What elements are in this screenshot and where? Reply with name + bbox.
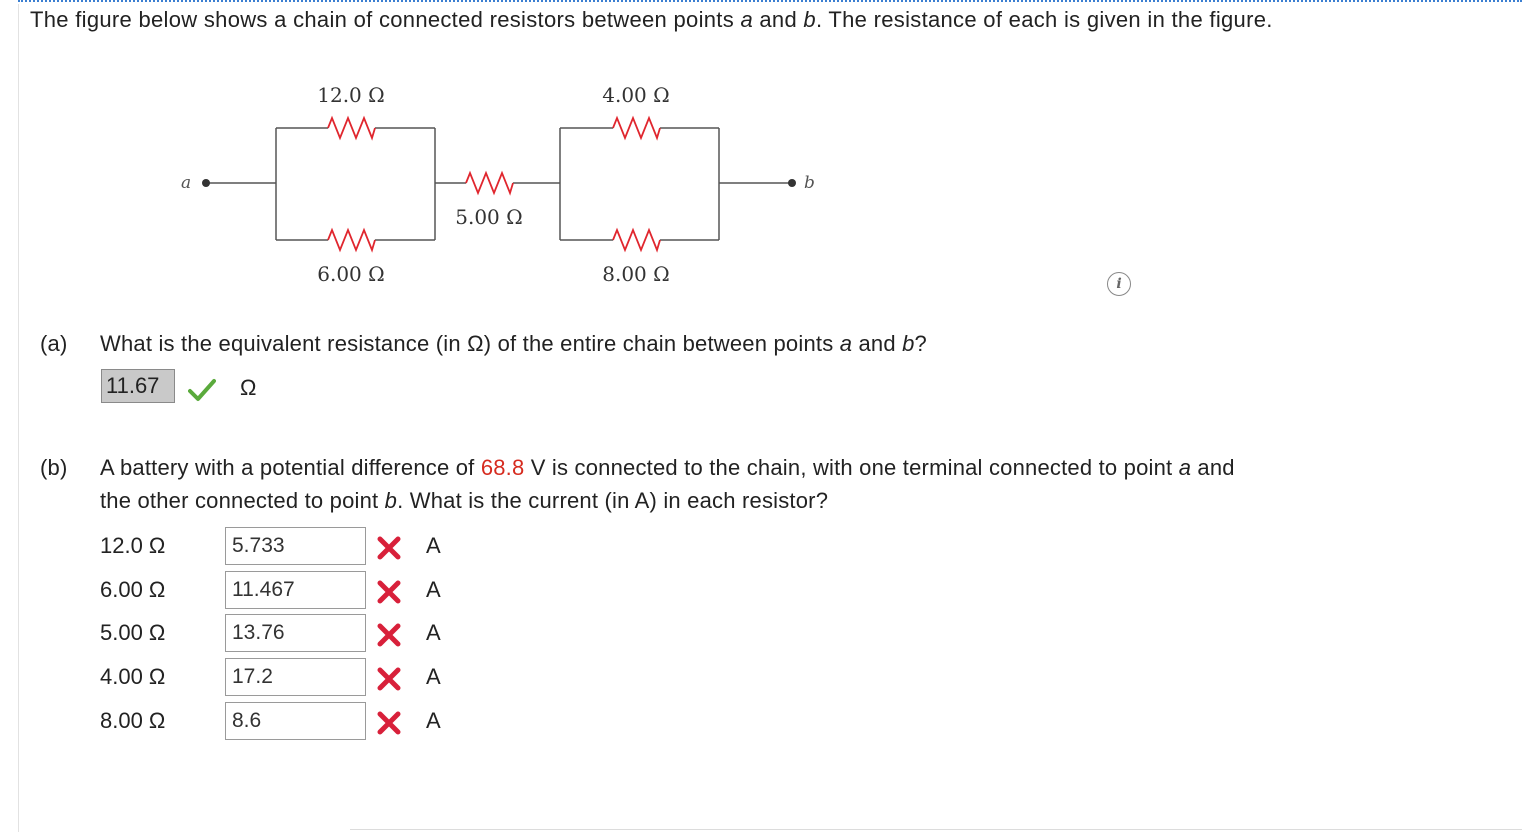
label-4-ohm: 4.00 Ω: [602, 83, 670, 107]
resistor-5-ohm: [466, 173, 513, 193]
resistor-8-ohm: [613, 230, 660, 250]
part-b-text-4: the other connected to point: [100, 488, 385, 513]
top-dotted-border: [18, 0, 1522, 2]
part-b-text-1: A battery with a potential difference of: [100, 455, 481, 480]
point-b-label: b: [804, 173, 815, 193]
bottom-rule: [350, 829, 1522, 830]
label-12-ohm: 12.0 Ω: [317, 83, 385, 107]
part-a-answer-field[interactable]: 11.67: [101, 369, 175, 403]
row-unit-4-ohm: A: [426, 664, 441, 689]
row-unit-8-ohm: A: [426, 708, 441, 733]
intro-point-a: a: [740, 7, 753, 32]
point-a-dot: [202, 179, 210, 187]
part-a-unit: Ω: [240, 375, 257, 400]
check-icon: [188, 378, 216, 402]
label-6-ohm: 6.00 Ω: [317, 262, 385, 286]
part-a-and: and: [852, 331, 903, 356]
part-b-text-3: and: [1191, 455, 1235, 480]
part-a-question-end: ?: [914, 331, 927, 356]
intro-text-1: The figure below shows a chain of connected resistors between points: [30, 7, 741, 32]
resistor-4-ohm: [613, 118, 660, 138]
current-input-8-ohm[interactable]: [225, 702, 366, 740]
x-icon: [376, 535, 402, 561]
row-label-12-ohm: 12.0 Ω: [100, 533, 166, 558]
part-b-point-b: b: [384, 488, 398, 513]
intro-text-2: and: [752, 7, 804, 32]
label-5-ohm: 5.00 Ω: [455, 205, 523, 229]
label-8-ohm: 8.00 Ω: [602, 262, 670, 286]
resistor-12-ohm: [328, 118, 375, 138]
row-label-6-ohm: 6.00 Ω: [100, 577, 166, 602]
row-label-5-ohm: 5.00 Ω: [100, 620, 166, 645]
x-icon: [376, 579, 402, 605]
row-unit-12-ohm: A: [426, 533, 441, 558]
row-unit-6-ohm: A: [426, 577, 441, 602]
point-b-dot: [788, 179, 796, 187]
part-b-label: (b): [40, 455, 68, 480]
part-a-point-b: b: [902, 331, 915, 356]
info-icon[interactable]: i: [1107, 272, 1131, 296]
part-b-text-2: V is connected to the chain, with one terminal connected to point: [524, 455, 1179, 480]
x-icon: [376, 666, 402, 692]
part-a-point-a: a: [839, 331, 853, 356]
part-b-question-line2: [100, 488, 828, 514]
resistor-6-ohm: [328, 230, 375, 250]
current-input-5-ohm[interactable]: [225, 614, 366, 652]
row-label-8-ohm: 8.00 Ω: [100, 708, 166, 733]
current-input-6-ohm[interactable]: [225, 571, 366, 609]
part-b-question-line1: [100, 455, 1235, 481]
part-b-text-5: . What is the current (in A) in each resistor?: [397, 488, 829, 513]
row-label-4-ohm: 4.00 Ω: [100, 664, 166, 689]
current-input-12-ohm[interactable]: [225, 527, 366, 565]
part-a-question: [100, 331, 927, 357]
intro-point-b: b: [803, 7, 816, 32]
row-unit-5-ohm: A: [426, 620, 441, 645]
voltage-value: 68.8: [480, 455, 525, 480]
x-icon: [376, 710, 402, 736]
part-a-question-text: What is the equivalent resistance (in Ω) of the entire chain between points: [100, 331, 840, 356]
resistor-circuit-figure: [168, 70, 828, 300]
point-a-label: a: [181, 173, 192, 193]
intro-text-3: . The resistance of each is given in the figure.: [815, 7, 1273, 32]
part-a-label: (a): [40, 331, 68, 356]
part-b-point-a: a: [1178, 455, 1192, 480]
current-input-4-ohm[interactable]: [225, 658, 366, 696]
left-rule: [18, 4, 19, 832]
x-icon: [376, 622, 402, 648]
problem-intro: [30, 7, 1273, 33]
